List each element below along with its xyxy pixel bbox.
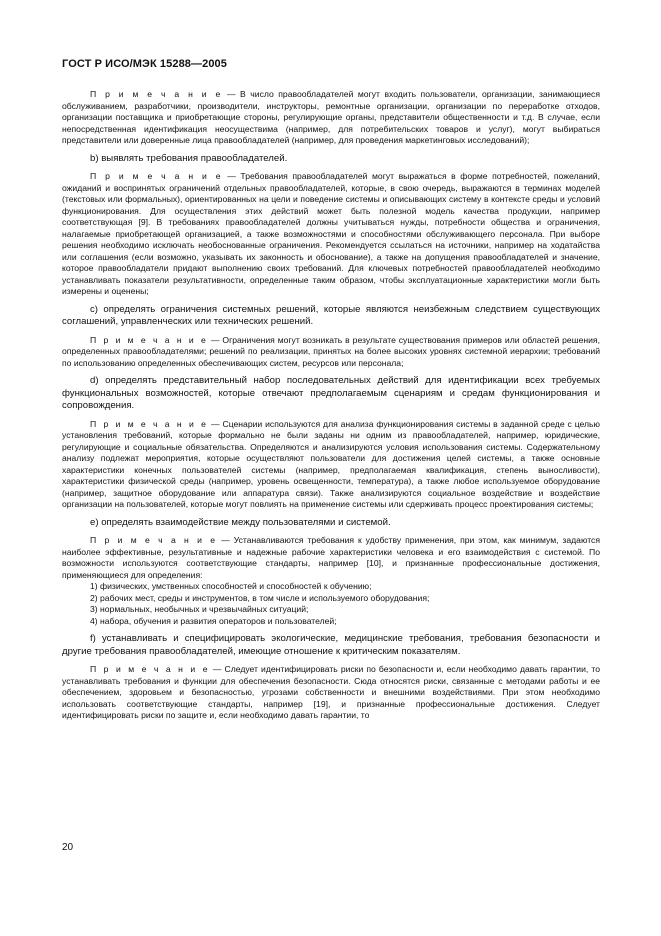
note-text: — Сценарии используются для анализа функционирования системы в заданной среде с целью установления требований, которые формально не были заданы ни одним из правообладателей, например, юридические, регулирующие и социальные обязательства. Определяются и анализируются условия использования системы. Содержательному анализу подлежат мероприятия, которые осуществляют пользователи для достижения целей системы, а также основные характеристики конечных пользователей системы (например, предполагаемая квалификация, степень выносливости), характеристики физической среды (например, уровень освещенности, температура), а также любое используемое оборудование (например, защитное оборудование или аппаратура связи). Также анализируются социальное воздействие и воздействие организации на пользователей, которые могут повлиять на применение системы или сдерживать процесс проектирования системы;: [62, 418, 600, 509]
note-paragraph-6: [62, 664, 600, 722]
note-text: — Следует идентифицировать риски по безопасности и, если необходимо давать гарантии, то устанавливать требования и функции для обеспечения безопасности. Сюда относятся риски, связанные с методами работы и ее обеспечением, здоровьем и безопасностью, угрозами собственности и внешними воздействиями. При этом необходимо использовать соответствующие стандарты, например [19], и признанные профессиональные достижения. Следует идентифицировать риски по защите и, если необходимо давать гарантии, то: [62, 664, 600, 720]
note-paragraph-1: [62, 89, 600, 147]
page-number: 20: [62, 842, 74, 853]
note-paragraph-2: [62, 171, 600, 298]
note-text: — Ограничения могут возникать в результате существования примеров или областей решения, определенных правообладателями; решений по реализации, принятых на более высоких уровнях системной иерархии; требований по использованию определенных обеспечивающих систем, ресурсов или персонала;: [62, 334, 600, 368]
note-label: П р и м е ч а н и е: [90, 664, 210, 674]
note-text: — В число правообладателей могут входить пользователи, организации, занимающиеся обслуживанием, разработчики, производители, инструкторы, ремонтные организации, организации по переработке отходов, организации поставщика и приобретающие стороны, регулирующие органы, представители общественности и т.д. В случае, если непосредственная идентификация неосуществима (например, для потребительских товаров и услуг), могут выбираться представители или доверенные лица правообладателей (например, для проведения маркетинговых исследований);: [62, 89, 600, 145]
numbered-list: [90, 581, 600, 627]
note-text: — Устанавливаются требования к удобству применения, при этом, как минимум, задаются наиболее эффективные, результативные и надежные рабочие характеристики человека и его взаимодействия с системой. По возможности используются соответствующие стандарты, например [10], и признанные профессиональные достижения, применяющиеся для определения:: [62, 535, 600, 580]
note-label: П р и м е ч а н и е: [90, 171, 223, 181]
list-item-d: d) определять представительный набор последовательных действий для идентификации всех требуемых функциональных возможностей, которые отвечают предполагаемым сценариям и средам функционирования и сопровождения.: [62, 375, 600, 411]
note-text: — Требования правообладателей могут выражаться в форме потребностей, пожеланий, ожиданий и воспринятых ограничений отдельных правообладателей, которые, в свою очередь, выражаются в терминах моделей (текстовых или формальных), ориентированных на цели и поведение системы и описывающих систему в контексте среды и условий функционирования. Для осуществления этих действий может быть полезной модель качества продукции, например соответствующая [9]. В требованиях правообладателей должны учитываться нужды, потребности общества и ограничения, налагаемые приобретающей организацией, а также возможностями и способностями обслуживающего персонала. При выборе решения необходимо исключать необоснованные ограничения. Рекомендуется ссылаться на источники, например на ходатайства или соглашения (если возможно, указывать их законность и обоснование), а также на допущения правообладателей и значение, которое правообладатели придают выполнению своих требований. Для ключевых потребностей правообладателей необходимо устанавливать показатели результативности, определенные таким образом, чтобы эксплуатационные характеристики могли быть измерены и оценены;: [62, 171, 600, 296]
note-label: П р и м е ч а н и е: [90, 535, 218, 545]
list-entry: 2) рабочих мест, среды и инструментов, в том числе и используемого оборудования;: [90, 592, 430, 603]
note-label: П р и м е ч а н и е: [90, 334, 209, 345]
list-entry: 4) набора, обучения и развития операторов и пользователей;: [90, 615, 337, 626]
note-paragraph-5: [62, 535, 600, 581]
list-entry: 1) физических, умственных способностей и способностей к обучению;: [90, 581, 372, 591]
list-entry: 3) нормальных, необычных и чрезвычайных ситуаций;: [90, 604, 309, 614]
note-label: П р и м е ч а н и е: [90, 418, 209, 429]
document-page: [62, 58, 600, 728]
list-item-e: e) определять взаимодействие между пользователями и системой.: [90, 516, 391, 528]
list-item-b: b) выявлять требования правообладателей.: [90, 152, 288, 164]
list-item-c: c) определять ограничения системных решений, которые являются неизбежным следствием существующих соглашений, управленческих или технических решений.: [62, 303, 600, 327]
document-header: ГОСТ Р ИСО/МЭК 15288—2005: [62, 58, 227, 70]
note-label: П р и м е ч а н и е: [90, 89, 223, 99]
list-item-f: f) устанавливать и специфицировать экологические, медицинские требования, требования безопасности и другие требования правообладателей, имеющие отношение к критическим показателям.: [62, 633, 600, 657]
note-paragraph-4: [62, 419, 600, 511]
note-paragraph-3: [62, 335, 600, 370]
